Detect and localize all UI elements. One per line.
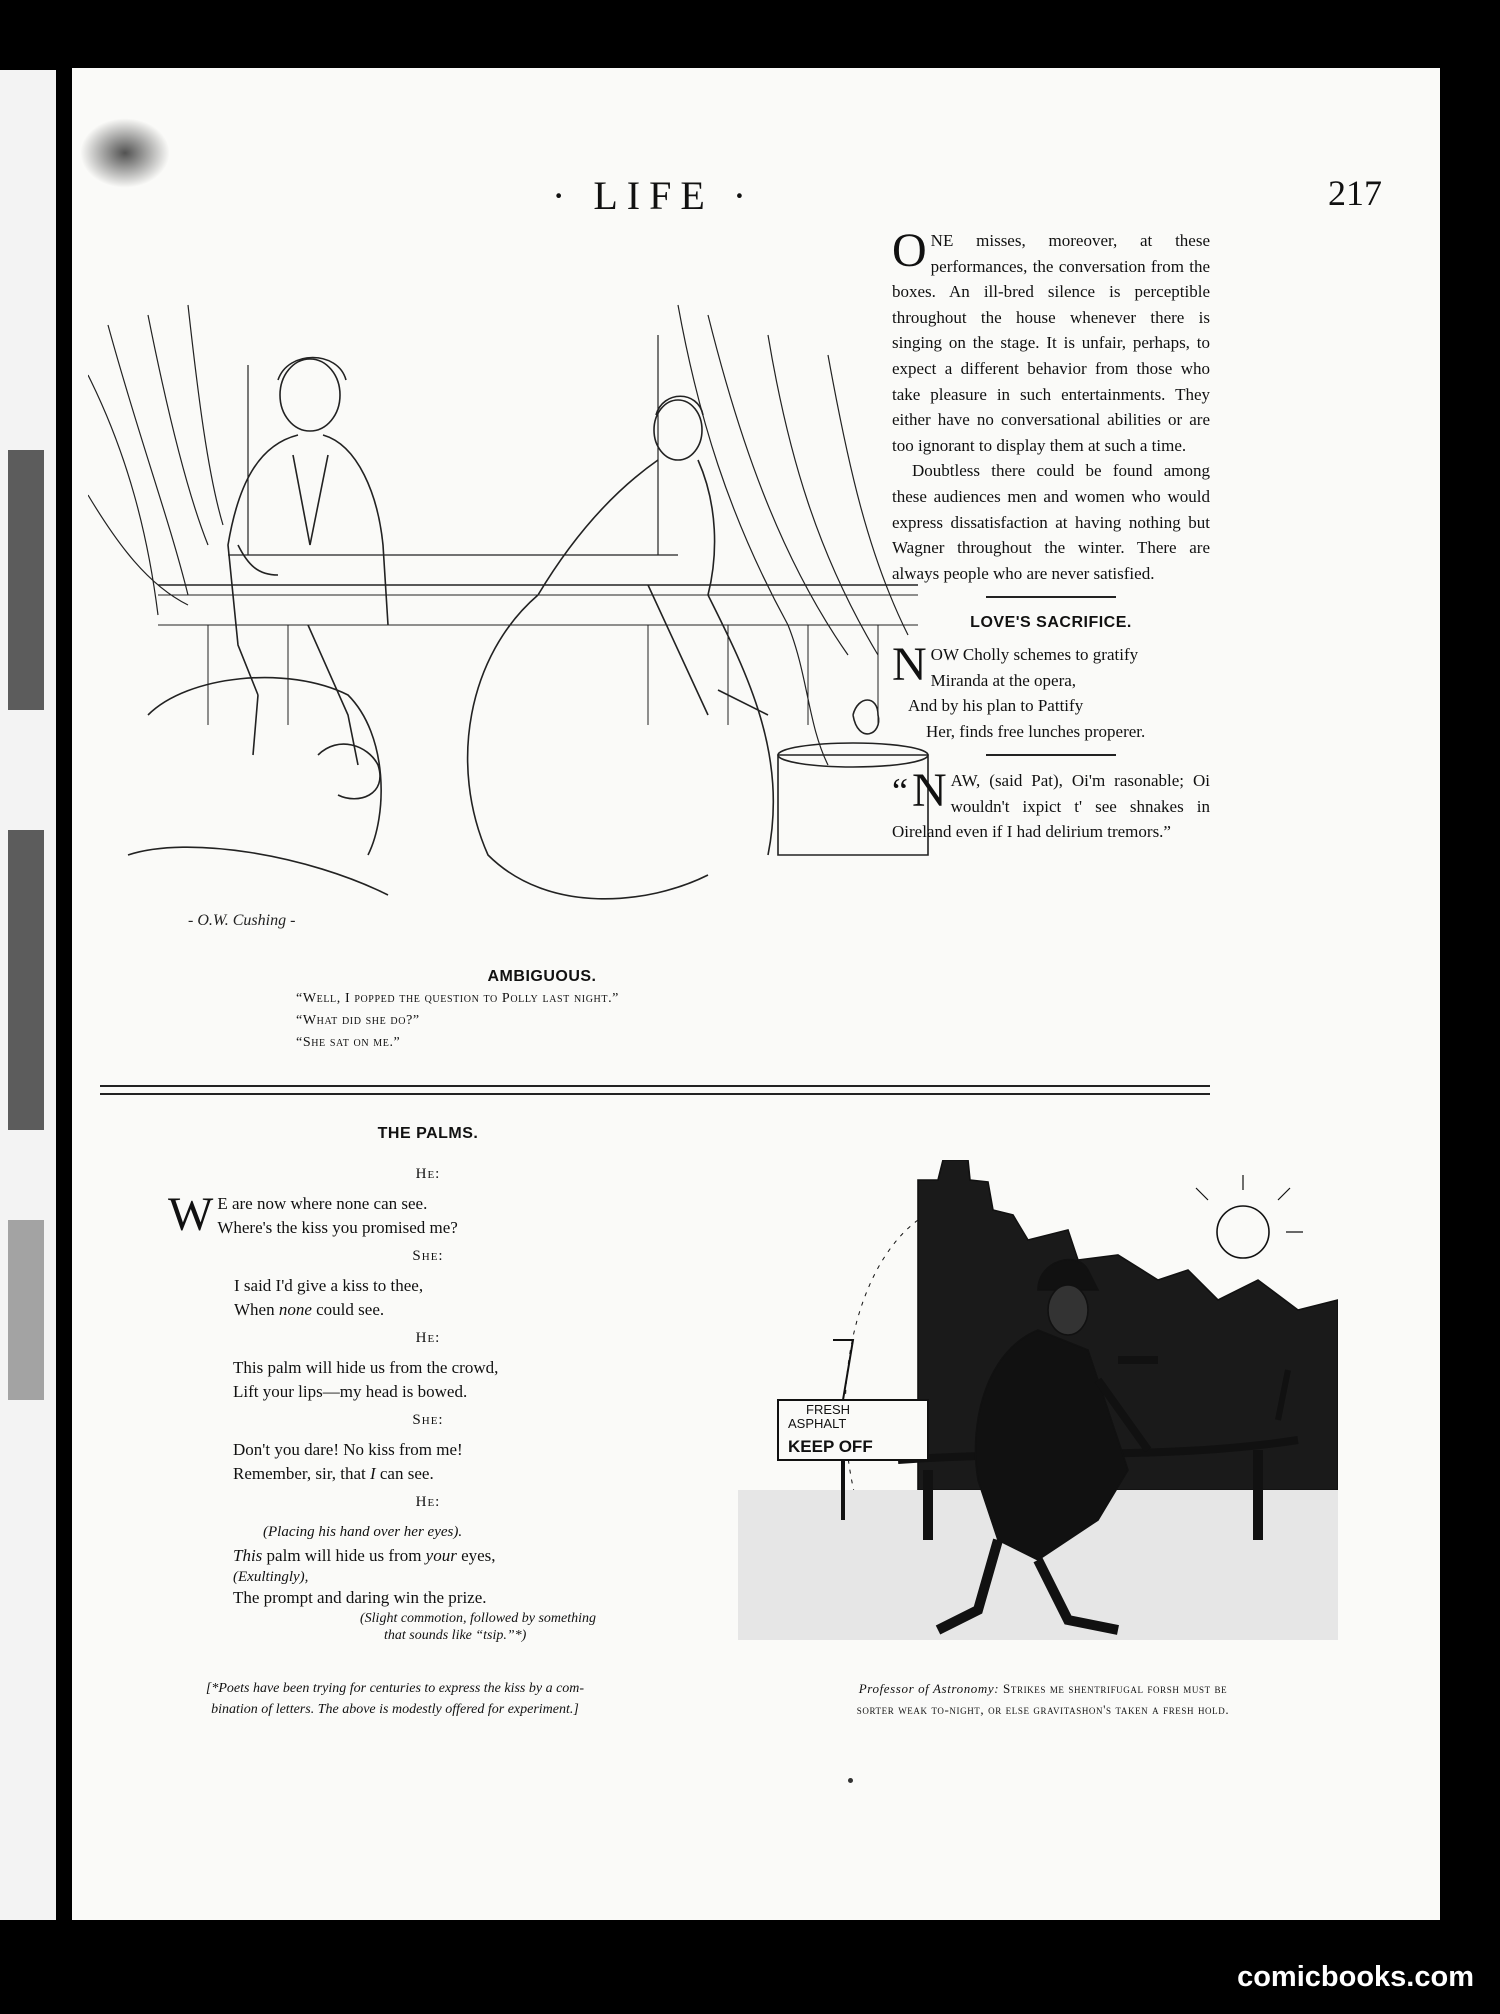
page-header (0, 172, 1500, 232)
poem-line: OW Cholly schemes to gratify (930, 644, 1139, 664)
ink-smudge (8, 450, 44, 710)
speaker-label: She: (412, 1248, 444, 1264)
drop-cap: O (892, 224, 927, 277)
stage-direction: (Slight commotion, followed by something (360, 1611, 597, 1626)
poem-line: When none could see. (234, 1300, 385, 1319)
poem-line: Don't you dare! No kiss from me! (233, 1440, 463, 1459)
masthead: · LIFE · (552, 173, 756, 218)
palms-footnote (95, 1678, 695, 1720)
poem-line: I said I'd give a kiss to thee, (234, 1276, 424, 1295)
pat-joke (892, 764, 1210, 845)
stage-direction: (Exultingly), (233, 1569, 309, 1585)
poem-line: The prompt and daring win the prize. (233, 1588, 487, 1607)
ink-smudge (8, 1220, 44, 1400)
poem-line: Remember, sir, that I can see. (233, 1464, 434, 1483)
page-number: 217 (1328, 173, 1382, 213)
moon-icon (1217, 1206, 1269, 1258)
artist-signature: - O.W. Cushing - (188, 912, 296, 929)
fan (648, 585, 768, 715)
sign-text: KEEP OFF (788, 1437, 873, 1456)
pillows (128, 678, 388, 895)
article-paragraph: Doubtless there could be found among these audiences men and women who would express dissatisfaction at having nothing but Wagner throughout the winter. There are always people who are never satisfied. (892, 461, 1210, 583)
left-page-edge (0, 70, 56, 1920)
ambiguous-caption (272, 968, 812, 1054)
sign-text: ASPHALT (788, 1416, 847, 1431)
poem-line: And by his plan to Pattify (908, 696, 1084, 716)
right-column (892, 224, 1210, 845)
ink-smudge (8, 830, 44, 1130)
balcony-panels (158, 625, 918, 725)
speaker-label: He: (415, 1494, 441, 1510)
stage-direction: that sounds like “tsip.”*) (384, 1628, 527, 1643)
double-rule-divider (100, 1085, 1210, 1095)
curtain-left (88, 305, 223, 615)
curtain-right (678, 305, 908, 765)
lady-figure (468, 396, 774, 899)
palms-title: THE PALMS. (377, 1125, 479, 1142)
watermark: comicbooks.com (1237, 1961, 1474, 1993)
footnote-line: bination of letters. The above is modestly offered for experiment.] (211, 1702, 579, 1717)
loves-sacrifice-title: LOVE'S SACRIFICE. (970, 614, 1132, 632)
caption-line: “Well, I popped the question to Polly last night.” (296, 991, 619, 1006)
poem-line: E are now where none can see. (217, 1194, 428, 1213)
ink-dot (848, 1778, 853, 1783)
stage-direction: (Placing his hand over her eyes). (263, 1524, 463, 1540)
palms-poem (158, 1122, 698, 1644)
drop-cap: N (892, 637, 927, 691)
poem-line: Miranda at the opera, (930, 670, 1077, 690)
footnote-line: [*Poets have been trying for centuries to express the kiss by a com- (205, 1681, 585, 1696)
caption-line: “She sat on me.” (296, 1035, 401, 1050)
section-divider (986, 754, 1116, 756)
gentleman-figure (228, 358, 388, 766)
poem-line: This palm will hide us from your eyes, (233, 1546, 496, 1565)
drop-cap: W (168, 1188, 214, 1241)
article-paragraph (892, 224, 1210, 458)
poem-line: Where's the kiss you promised me? (217, 1218, 458, 1237)
paragraph-text: NE misses, moreover, at these performances, the conversation from the boxes. An ill-bred silence is perceptible throughout the house whenever there is singing on the stage. It is unfair, perhaps, to expect a different behavior from those who take pleasure in such entertainments. They either have no conversational abilities or are too ignorant to display them at such a time. (892, 231, 1210, 455)
astronomy-caption (748, 1678, 1338, 1720)
poem-line: Lift your lips—my head is bowed. (233, 1382, 468, 1401)
caption-title: AMBIGUOUS. (487, 968, 597, 985)
sign-text: FRESH (806, 1402, 851, 1417)
speaker: Professor of Astronomy: (858, 1681, 1000, 1696)
caption-lines (272, 988, 812, 1054)
caption-line: “What did she do?” (296, 1013, 420, 1028)
speaker-label: He: (415, 1330, 441, 1346)
section-divider (986, 596, 1116, 598)
speaker-label: He: (415, 1166, 441, 1182)
ambiguous-illustration (88, 295, 938, 955)
drop-cap: N (911, 764, 947, 818)
joke-text: AW, (said Pat), Oi'm rasonable; Oi wouldn't ixpict t' see shnakes in Oireland even if I had delirium tremors.” (892, 771, 1210, 842)
caption-text: Strikes me shentrifugal forsh must be (999, 1681, 1228, 1696)
poem-line: This palm will hide us from the crowd, (233, 1358, 499, 1377)
caption-text: sorter weak to-night, or else gravitashon's taken a fresh hold. (856, 1702, 1230, 1717)
open-quote: “ (892, 771, 908, 812)
speaker-label: She: (412, 1412, 444, 1428)
poem-line: Her, finds free lunches properer. (926, 721, 1146, 741)
astronomy-illustration (738, 1160, 1338, 1665)
loves-sacrifice-poem (892, 637, 1210, 744)
